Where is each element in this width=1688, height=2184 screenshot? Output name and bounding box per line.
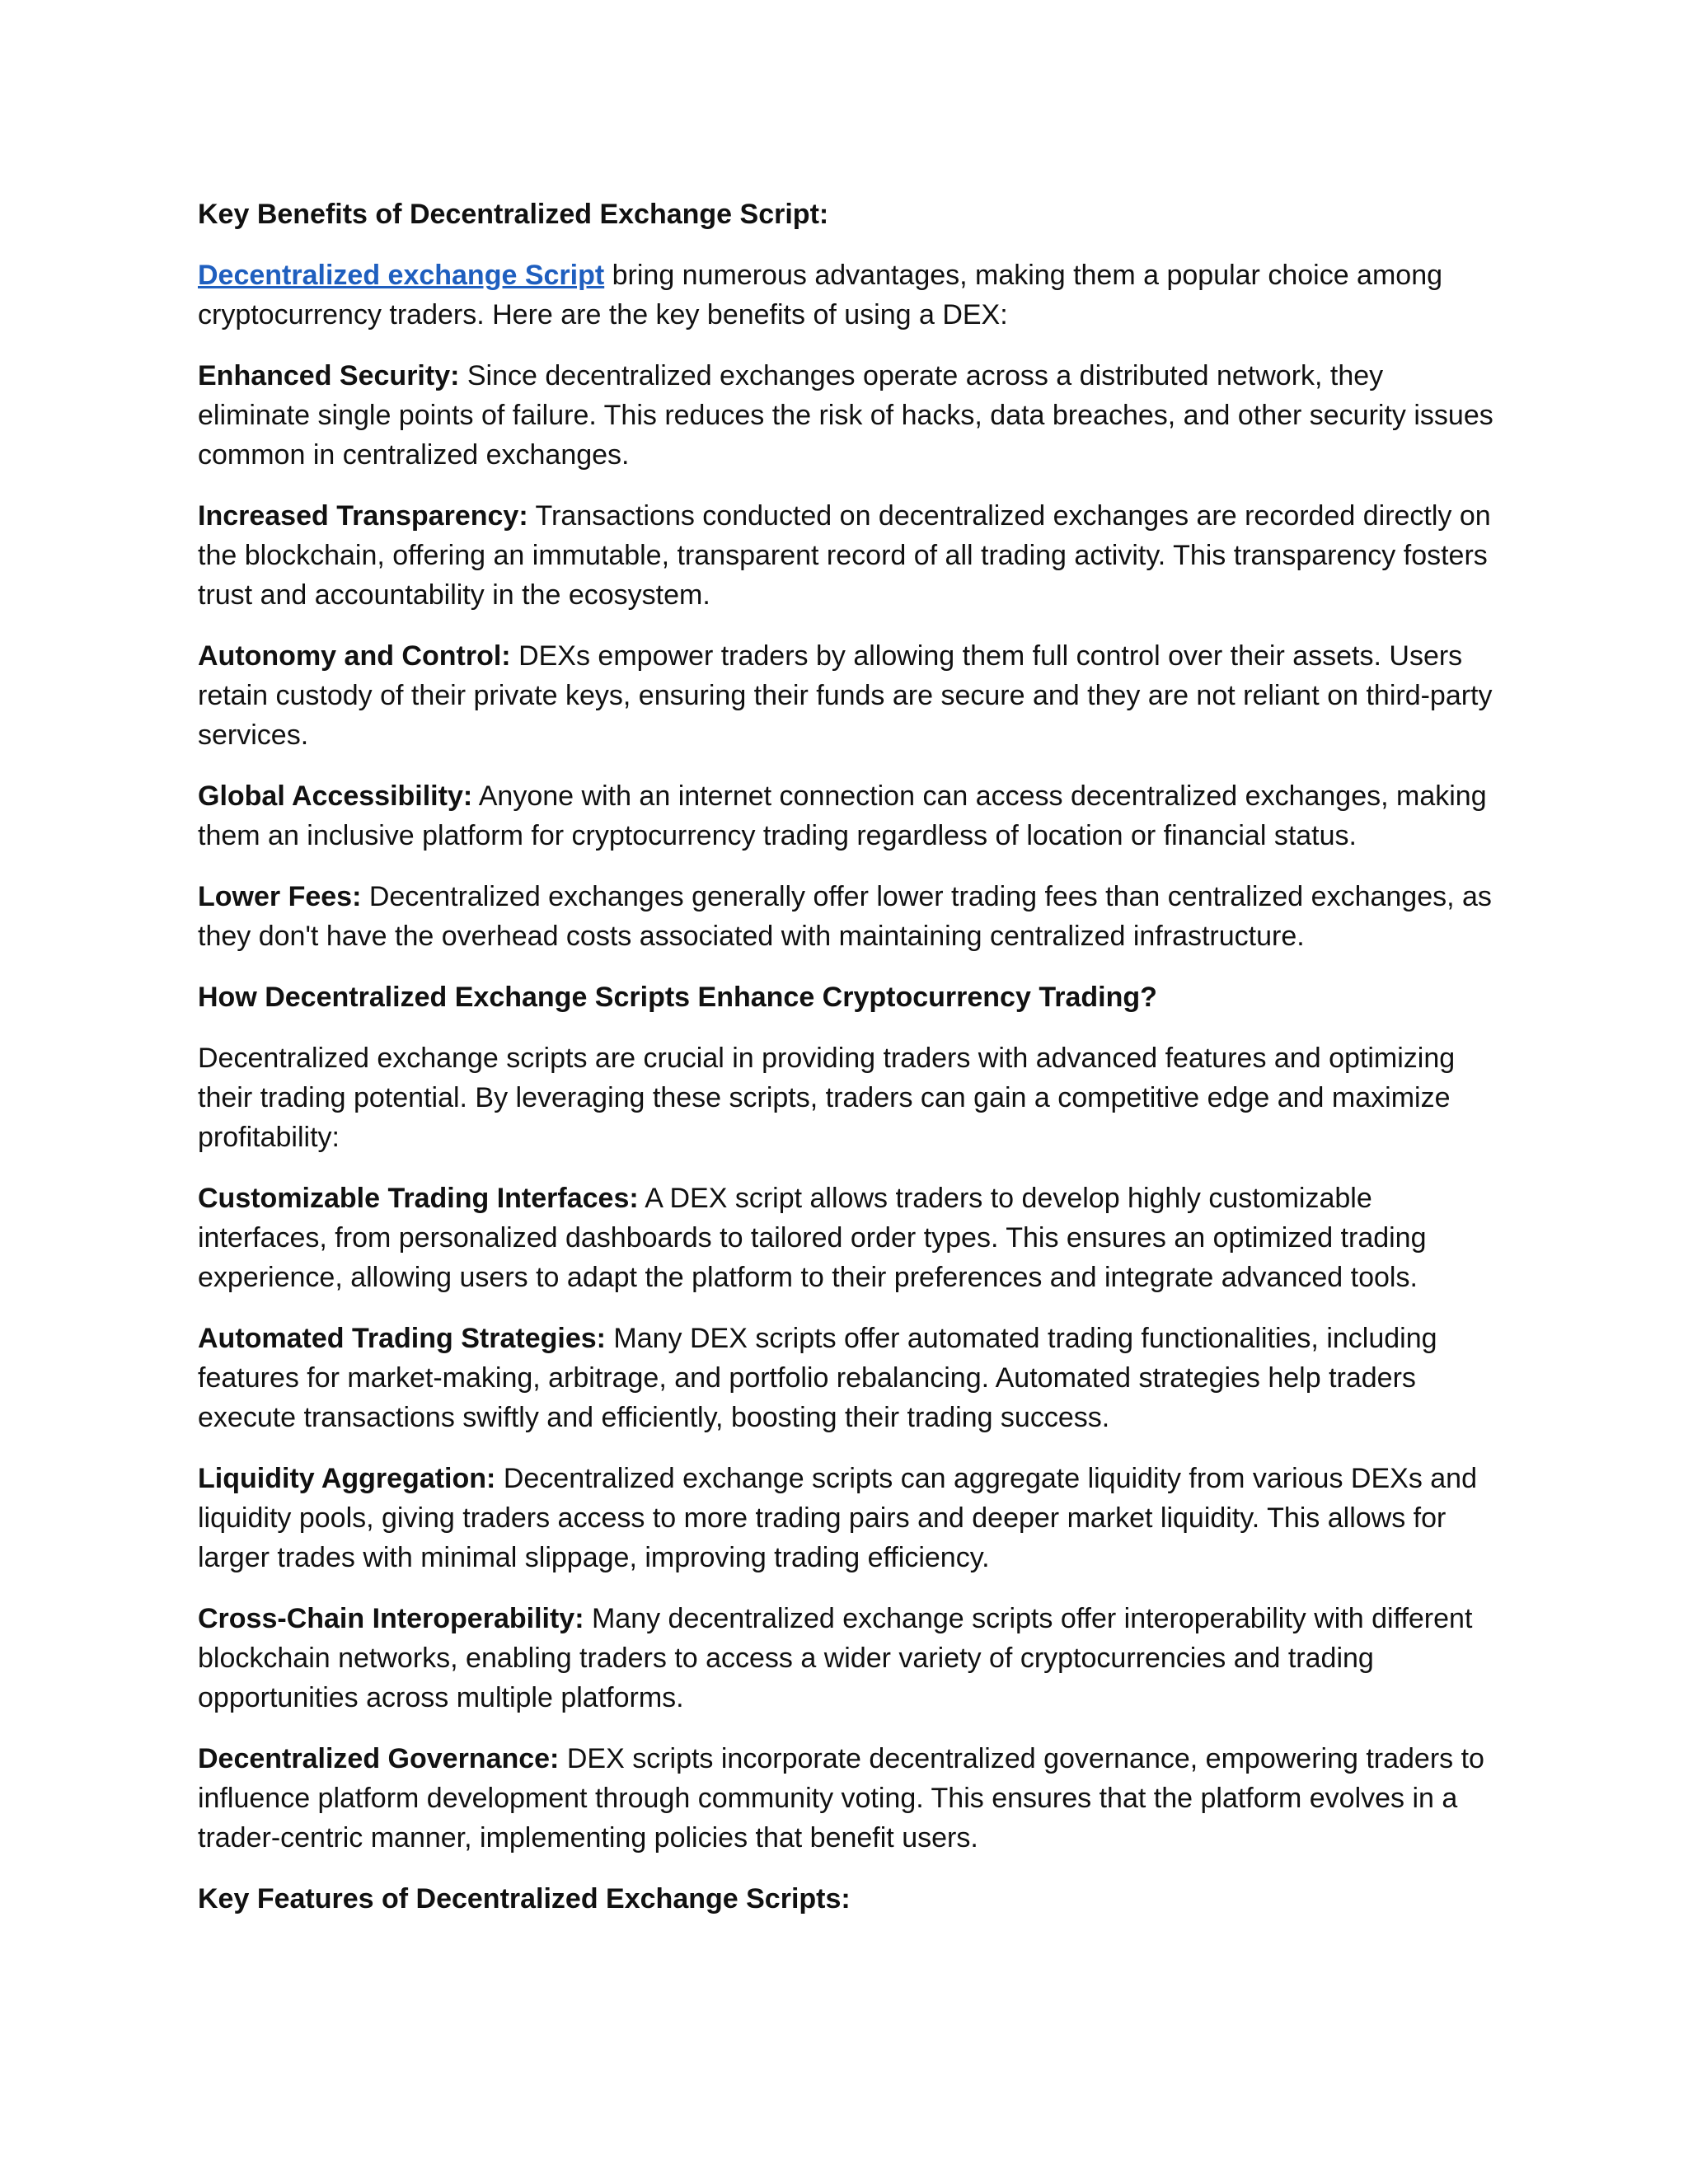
feature-text: Many DEX scripts offer automated trading functionalities, including features for market-making, arbitrage, and portfolio rebalancing. Automated strategies help traders execute transactions swiftly and efficiently, boosting their trading success. — [198, 1323, 1437, 1433]
benefit-text: Decentralized exchanges generally offer lower trading fees than centralized exchanges, as they don't have the overhead costs associated with maintaining centralized infrastructure. — [198, 881, 1492, 952]
intro-paragraph — [198, 255, 1500, 335]
section-heading-how-enhance: How Decentralized Exchange Scripts Enhance Cryptocurrency Trading? — [198, 982, 1157, 1013]
feature-customizable-interfaces — [198, 1179, 1500, 1297]
benefit-term: Global Accessibility: — [198, 780, 473, 812]
feature-liquidity-aggregation — [198, 1459, 1500, 1577]
benefit-enhanced-security — [198, 356, 1500, 475]
section-heading-key-features: Key Features of Decentralized Exchange Scripts: — [198, 1883, 851, 1915]
benefit-global-accessibility — [198, 776, 1500, 855]
document-page — [198, 194, 1500, 1940]
feature-decentralized-governance — [198, 1739, 1500, 1858]
feature-term: Customizable Trading Interfaces: — [198, 1183, 639, 1214]
feature-term: Liquidity Aggregation: — [198, 1463, 496, 1494]
feature-term: Cross-Chain Interoperability: — [198, 1603, 584, 1634]
benefit-lower-fees — [198, 877, 1500, 956]
feature-text: DEX scripts incorporate decentralized governance, empowering traders to influence platform development through community voting. This ensures that the platform evolves in a trader-centric manner, implementing policies that benefit users. — [198, 1743, 1484, 1854]
feature-text: Many decentralized exchange scripts offer interoperability with different blockchain networks, enabling traders to access a wider variety of cryptocurrencies and trading opportunities across multiple platforms. — [198, 1603, 1473, 1713]
benefit-text: Transactions conducted on decentralized exchanges are recorded directly on the blockchain, offering an immutable, transparent record of all trading activity. This transparency fosters trust and accountability in the ecosystem. — [198, 500, 1491, 611]
feature-term: Decentralized Governance: — [198, 1743, 560, 1774]
benefit-increased-transparency — [198, 496, 1500, 615]
intro-text: bring numerous advantages, making them a popular choice among cryptocurrency traders. Here are the key benefits of using a DEX: — [198, 260, 1443, 330]
benefit-term: Increased Transparency: — [198, 500, 528, 532]
feature-text: Decentralized exchange scripts can aggregate liquidity from various DEXs and liquidity pools, giving traders access to more trading pairs and deeper market liquidity. This allows for larger trades with minimal slippage, improving trading efficiency. — [198, 1463, 1477, 1573]
dex-script-link[interactable]: Decentralized exchange Script — [198, 260, 605, 291]
feature-cross-chain — [198, 1599, 1500, 1718]
benefit-term: Autonomy and Control: — [198, 640, 511, 672]
section2-intro-paragraph: Decentralized exchange scripts are crucial in providing traders with advanced features and optimizing their trading potential. By leveraging these scripts, traders can gain a competitive edge and maximize profitability: — [198, 1043, 1456, 1153]
benefit-text: DEXs empower traders by allowing them full control over their assets. Users retain custody of their private keys, ensuring their funds are secure and they are not reliant on third-party services. — [198, 640, 1493, 751]
feature-automated-strategies — [198, 1319, 1500, 1437]
feature-term: Automated Trading Strategies: — [198, 1323, 606, 1354]
benefit-text: Since decentralized exchanges operate across a distributed network, they eliminate single points of failure. This reduces the risk of hacks, data breaches, and other security issues common in centralized exchanges. — [198, 360, 1493, 471]
benefit-term: Enhanced Security: — [198, 360, 460, 391]
benefit-autonomy-control — [198, 636, 1500, 755]
benefit-term: Lower Fees: — [198, 881, 362, 912]
feature-text: A DEX script allows traders to develop highly customizable interfaces, from personalized dashboards to tailored order types. This ensures an optimized trading experience, allowing users to adapt the platform to their preferences and integrate advanced tools. — [198, 1183, 1427, 1293]
benefit-text: Anyone with an internet connection can access decentralized exchanges, making them an inclusive platform for cryptocurrency trading regardless of location or financial status. — [198, 780, 1487, 851]
section-heading-key-benefits: Key Benefits of Decentralized Exchange Script: — [198, 199, 829, 230]
